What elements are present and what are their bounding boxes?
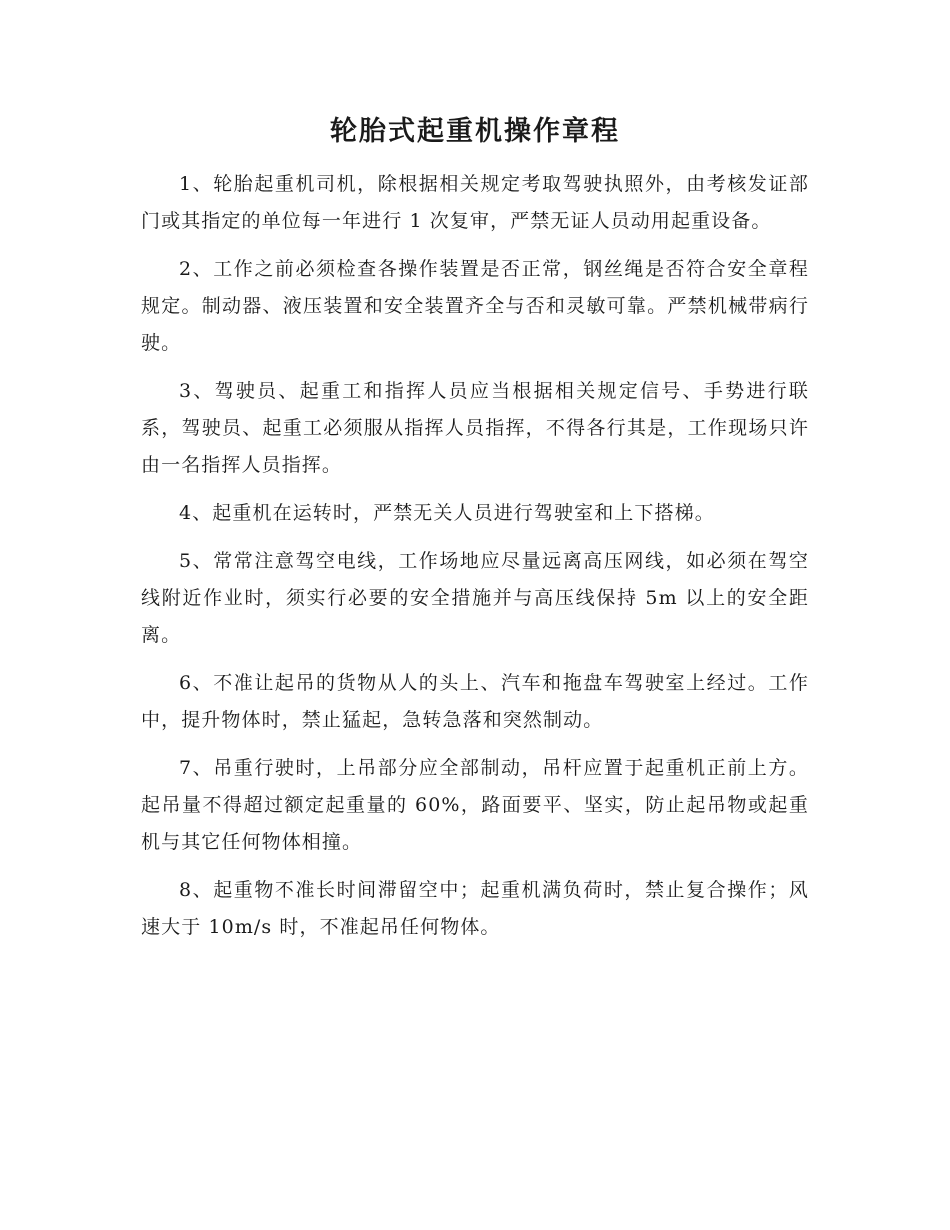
- paragraph-1: 1、轮胎起重机司机，除根据相关规定考取驾驶执照外，由考核发证部门或其指定的单位每一年进行 1 次复审，严禁无证人员动用起重设备。: [141, 173, 809, 232]
- paragraph-3: 3、驾驶员、起重工和指挥人员应当根据相关规定信号、手势进行联系，驾驶员、起重工必须服从指挥人员指挥，不得各行其是，工作现场只许由一名指挥人员指挥。: [141, 380, 809, 476]
- paragraph-8: 8、起重物不准长时间滞留空中；起重机满负荷时，禁止复合操作；风速大于 10m/s 时，不准起吊任何物体。: [141, 879, 809, 938]
- paragraph-6: 6、不准让起吊的货物从人的头上、汽车和拖盘车驾驶室上经过。工作中，提升物体时，禁止猛起，急转急落和突然制动。: [141, 672, 809, 731]
- document-title: 轮胎式起重机操作章程: [330, 116, 620, 147]
- paragraph-4: 4、起重机在运转时，严禁无关人员进行驾驶室和上下搭梯。: [179, 502, 715, 524]
- paragraph-5: 5、常常注意驾空电线，工作场地应尽量远离高压网线，如必须在驾空线附近作业时，须实行必要的安全措施并与高压线保持 5m 以上的安全距离。: [141, 550, 809, 646]
- paragraph-2: 2、工作之前必须检查各操作装置是否正常，钢丝绳是否符合安全章程规定。制动器、液压装置和安全装置齐全与否和灵敏可靠。严禁机械带病行驶。: [141, 258, 809, 354]
- document-body: [141, 166, 809, 957]
- paragraph-7: 7、吊重行驶时，上吊部分应全部制动，吊杆应置于起重机正前上方。起吊量不得超过额定起重量的 60%，路面要平、坚实，防止起吊物或起重机与其它任何物体相撞。: [141, 757, 809, 853]
